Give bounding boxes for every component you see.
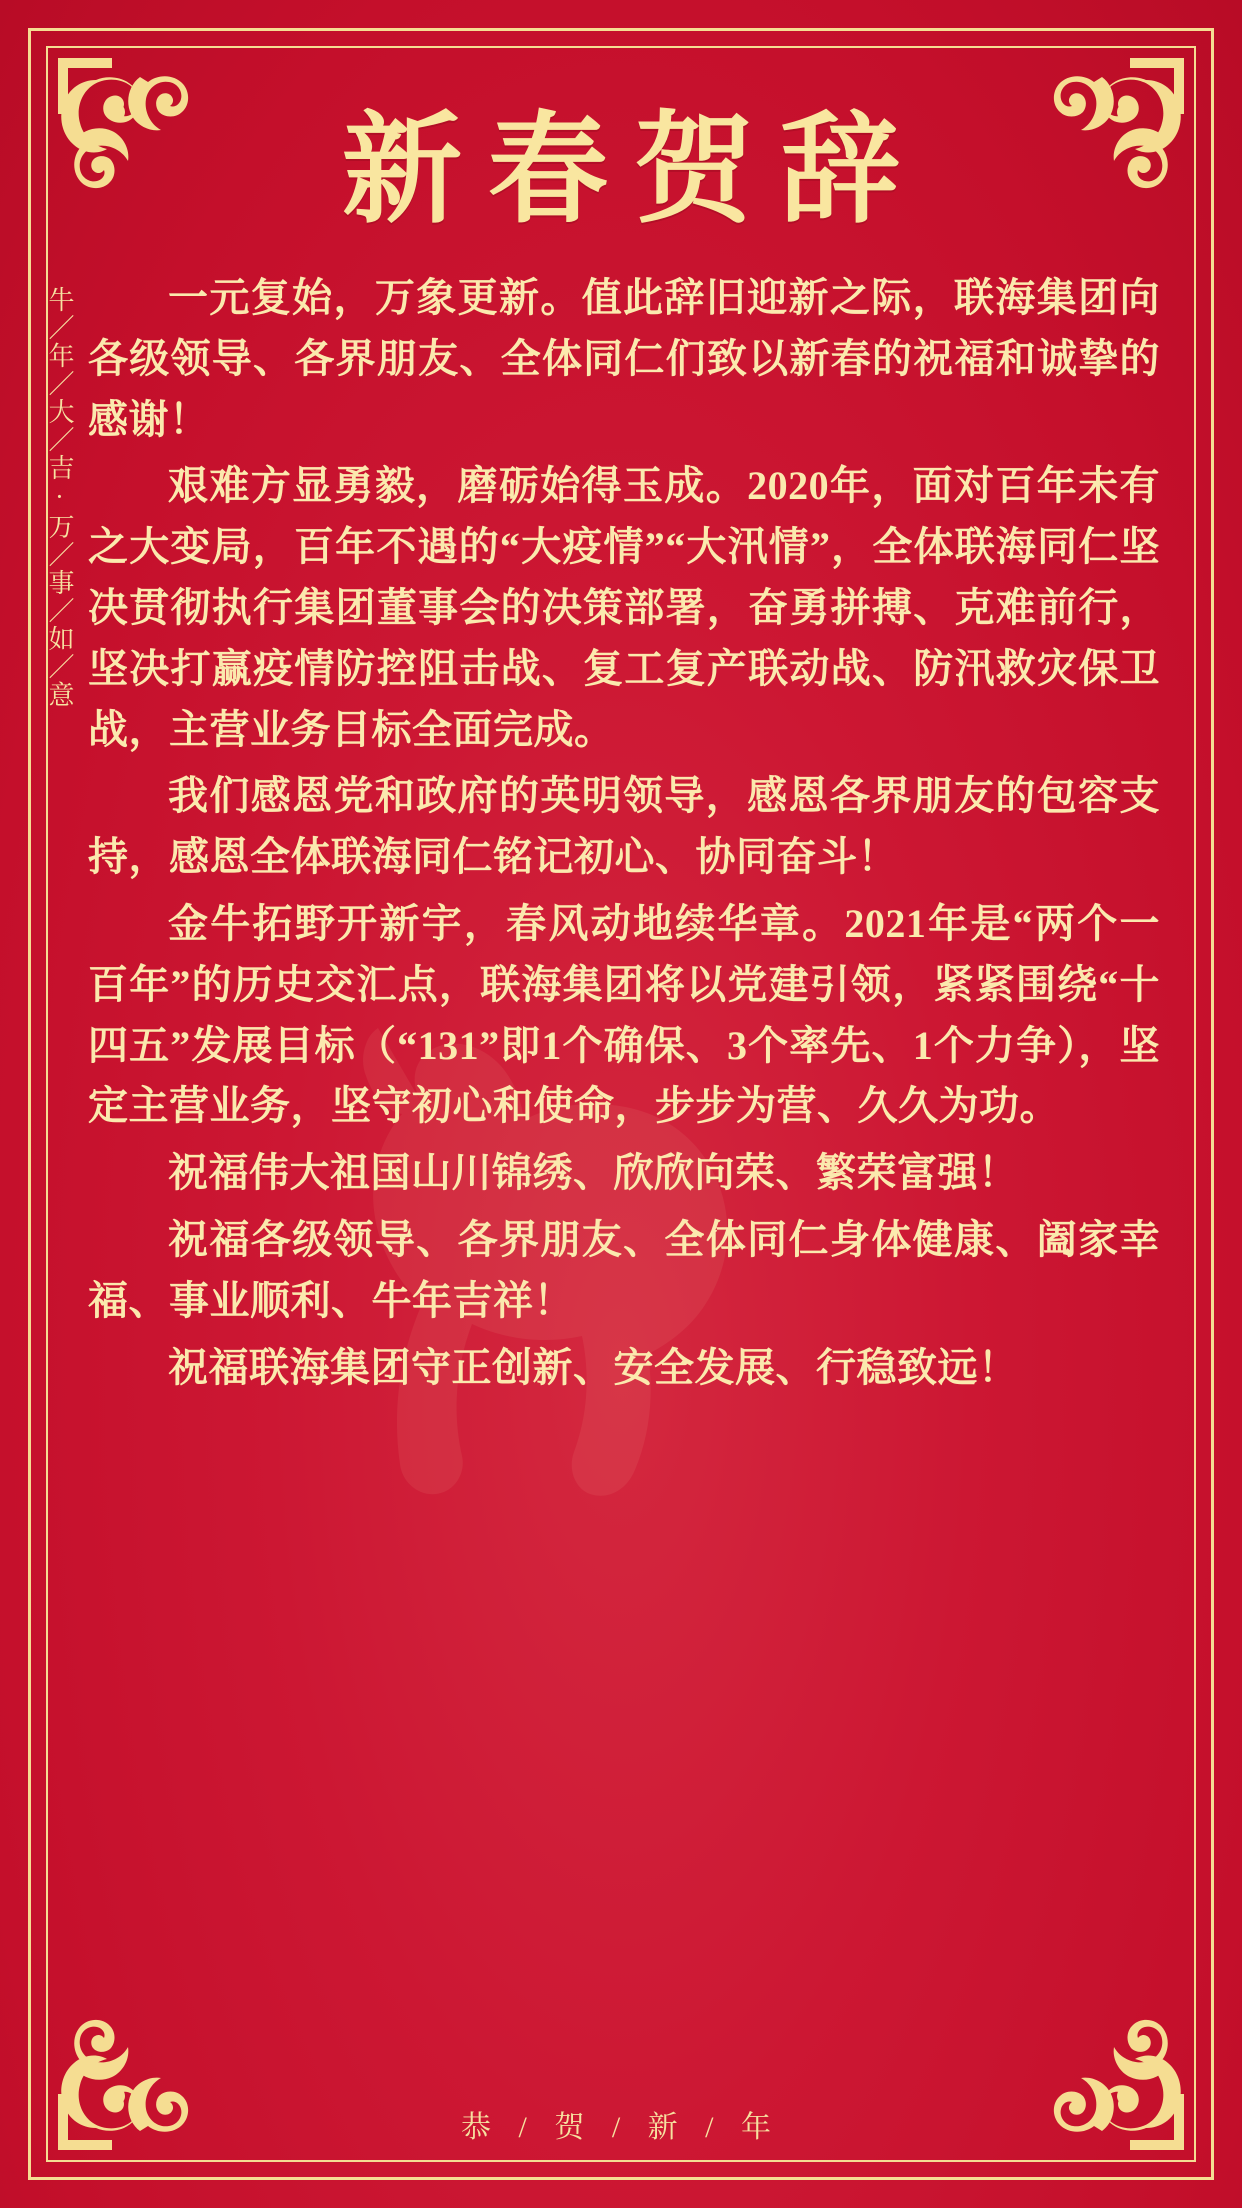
greeting-body bbox=[88, 268, 1160, 1404]
paragraph: 艰难方显勇毅，磨砺始得玉成。2020年，面对百年未有之大变局，百年不遇的“大疫情”“大汛情”，全体联海同仁坚决贯彻执行集团董事会的决策部署，奋勇拼搏、克难前行，坚决打赢疫情防控阻击战、复工复产联动战、防汛救灾保卫战，主营业务目标全面完成。 bbox=[88, 463, 1160, 752]
paragraph: 金牛拓野开新宇，春风动地续华章。2021年是“两个一百年”的历史交汇点，联海集团将以党建引领，紧紧围绕“十四五”发展目标（“131”即1个确保、3个率先、1个力争），坚定主营业务，坚守初心和使命，步步为营、久久为功。 bbox=[88, 900, 1160, 1129]
title-block bbox=[0, 96, 1242, 246]
paragraph: 祝福各级领导、各界朋友、全体同仁身体健康、阖家幸福、事业顺利、牛年吉祥！ bbox=[88, 1216, 1160, 1323]
paragraph: 我们感恩党和政府的英明领导，感恩各界朋友的包容支持，感恩全体联海同仁铭记初心、协同奋斗！ bbox=[88, 773, 1160, 880]
page-title: 新春贺辞 bbox=[342, 104, 926, 237]
footer-blessing: 恭 / 贺 / 新 / 年 bbox=[460, 2111, 781, 2144]
paragraph: 一元复始，万象更新。值此辞旧迎新之际，联海集团向各级领导、各界朋友、全体同仁们致以新春的祝福和诚挚的感谢！ bbox=[88, 275, 1160, 442]
vertical-blessing-text: 牛／年／大／吉·万／事／如／意 bbox=[45, 286, 74, 709]
paragraph: 祝福伟大祖国山川锦绣、欣欣向荣、繁荣富强！ bbox=[168, 1150, 1019, 1196]
paragraph: 祝福联海集团守正创新、安全发展、行稳致远！ bbox=[168, 1344, 1019, 1390]
